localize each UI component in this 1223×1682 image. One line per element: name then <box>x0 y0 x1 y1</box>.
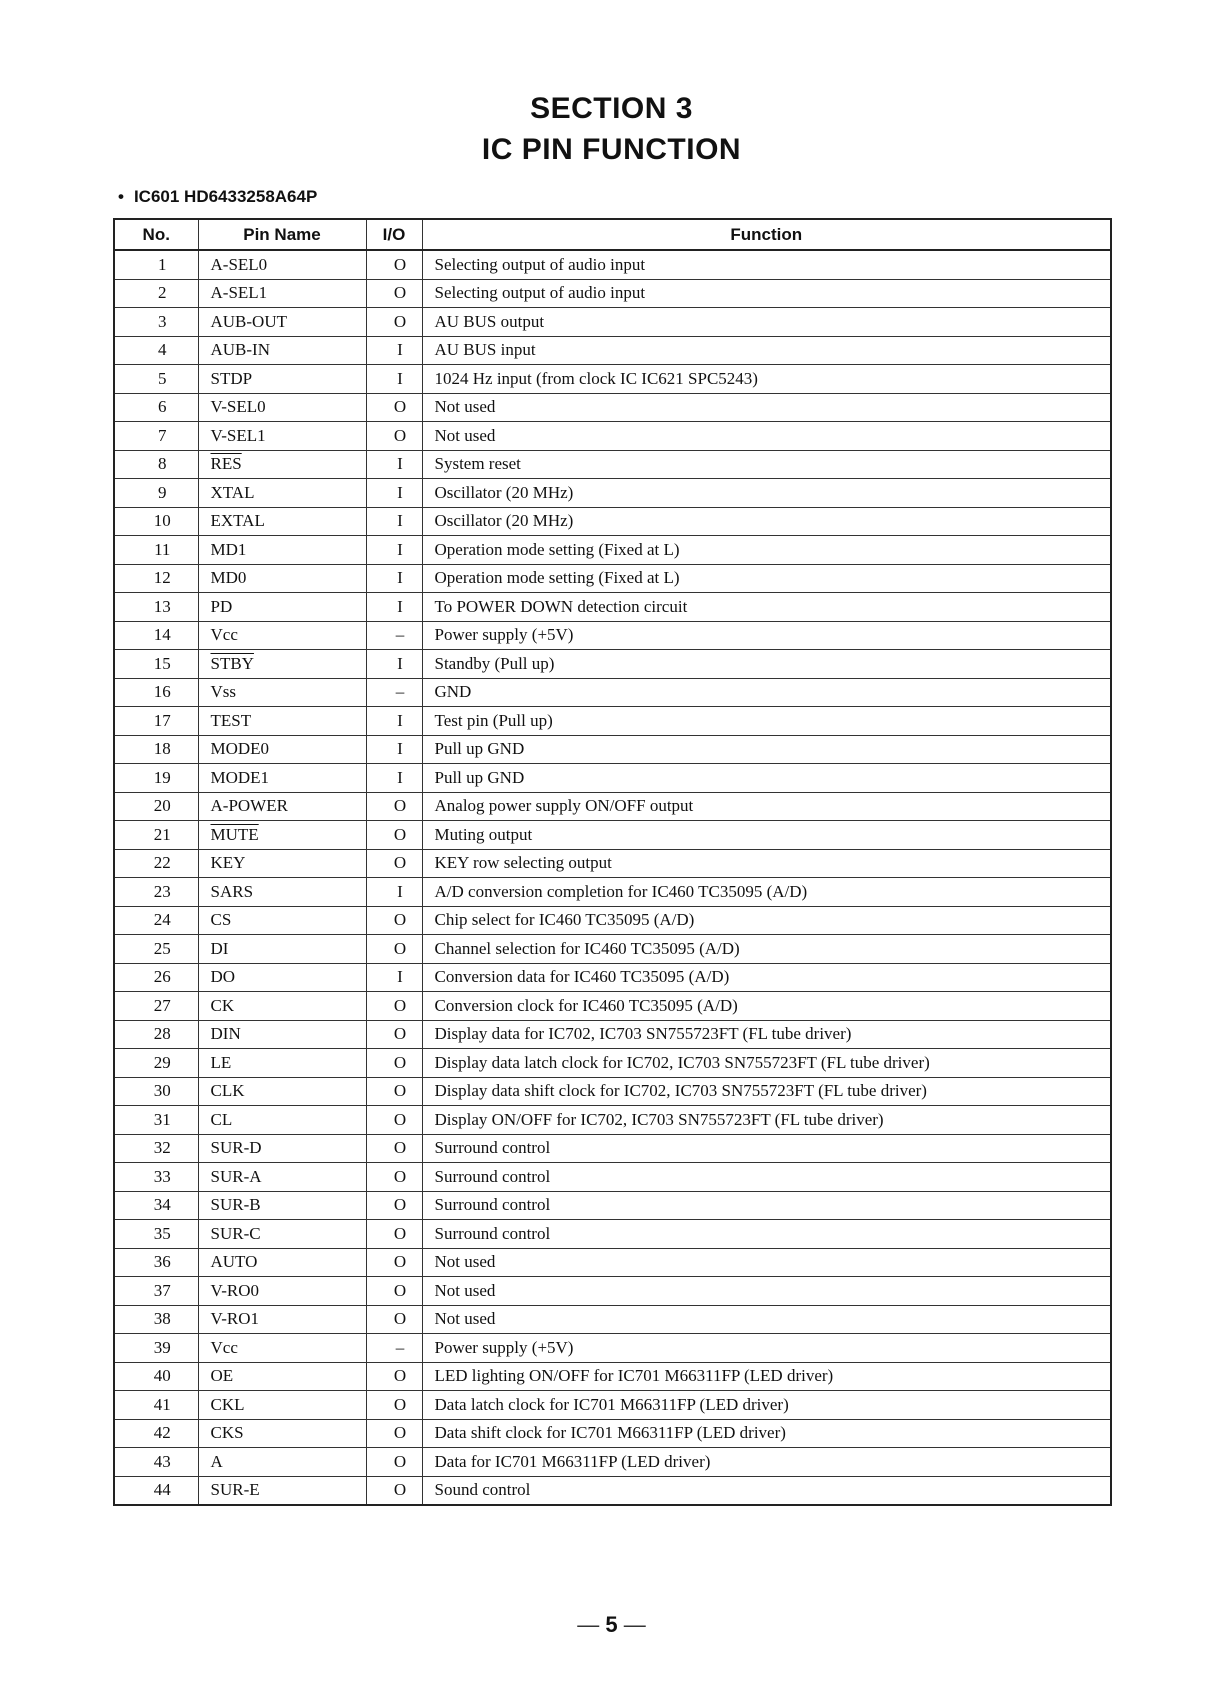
pin-number-cell: 6 <box>114 393 198 422</box>
pin-name-text: CKL <box>210 1394 245 1414</box>
pin-function-cell: Operation mode setting (Fixed at L) <box>422 564 1111 593</box>
pin-function-cell: Test pin (Pull up) <box>422 707 1111 736</box>
table-row <box>114 1049 1111 1078</box>
pin-io-cell: I <box>366 963 422 992</box>
pin-function-cell: Power supply (+5V) <box>422 621 1111 650</box>
page-number <box>0 1612 1223 1638</box>
table-row <box>114 308 1111 337</box>
pin-name-cell <box>198 621 366 650</box>
table-row <box>114 1106 1111 1135</box>
pin-io-cell: – <box>366 621 422 650</box>
table-row <box>114 536 1111 565</box>
pin-name-text: V-RO1 <box>210 1309 259 1329</box>
pin-name-cell <box>198 279 366 308</box>
table-row <box>114 1391 1111 1420</box>
pin-number-cell: 37 <box>114 1277 198 1306</box>
pin-function-cell: Not used <box>422 1277 1111 1306</box>
pin-number-cell: 5 <box>114 365 198 394</box>
pin-number-cell: 7 <box>114 422 198 451</box>
pin-number-cell: 17 <box>114 707 198 736</box>
pin-function-cell: Data shift clock for IC701 M66311FP (LED driver) <box>422 1419 1111 1448</box>
pin-name-text: DO <box>210 967 236 987</box>
pin-io-cell: I <box>366 507 422 536</box>
pin-name-text: V-SEL0 <box>210 397 266 417</box>
pin-name-cell <box>198 650 366 679</box>
table-row <box>114 393 1111 422</box>
pin-name-text: SUR-D <box>210 1138 262 1158</box>
pin-function-cell: 1024 Hz input (from clock IC IC621 SPC5243) <box>422 365 1111 394</box>
pin-name-cell <box>198 1134 366 1163</box>
table-row <box>114 1077 1111 1106</box>
pin-function-cell: Selecting output of audio input <box>422 250 1111 279</box>
pin-name-cell <box>198 1334 366 1363</box>
pin-name-cell <box>198 935 366 964</box>
pin-name-cell <box>198 1419 366 1448</box>
pin-function-cell: Display data for IC702, IC703 SN755723FT (FL tube driver) <box>422 1020 1111 1049</box>
pin-name-text: Vcc <box>210 1337 238 1357</box>
pin-number-cell: 25 <box>114 935 198 964</box>
pin-io-cell: I <box>366 735 422 764</box>
page-dash-right: — <box>623 1612 646 1637</box>
table-row <box>114 621 1111 650</box>
pin-name-cell <box>198 1248 366 1277</box>
table-row <box>114 906 1111 935</box>
pin-number-cell: 26 <box>114 963 198 992</box>
table-row <box>114 935 1111 964</box>
pin-name-cell <box>198 1448 366 1477</box>
pin-io-cell: – <box>366 1334 422 1363</box>
table-row <box>114 735 1111 764</box>
pin-name-cell <box>198 963 366 992</box>
pin-name-cell <box>198 849 366 878</box>
ic-part-number: IC601 HD6433258A64P <box>133 187 318 206</box>
pin-name-text: CS <box>210 910 232 930</box>
pin-io-cell: I <box>366 764 422 793</box>
pin-name-cell <box>198 336 366 365</box>
pin-io-cell: O <box>366 1020 422 1049</box>
pin-function-cell: Analog power supply ON/OFF output <box>422 792 1111 821</box>
pin-name-cell <box>198 1305 366 1334</box>
pin-io-cell: O <box>366 279 422 308</box>
pin-io-cell: O <box>366 1077 422 1106</box>
pin-number-cell: 24 <box>114 906 198 935</box>
table-row <box>114 1220 1111 1249</box>
pin-number-cell: 20 <box>114 792 198 821</box>
pin-function-cell: To POWER DOWN detection circuit <box>422 593 1111 622</box>
table-row <box>114 507 1111 536</box>
table-row <box>114 878 1111 907</box>
pin-name-text: MUTE <box>210 824 259 844</box>
table-body <box>114 250 1111 1505</box>
pin-io-cell: O <box>366 1419 422 1448</box>
pin-name-text: SUR-B <box>210 1195 261 1215</box>
pin-number-cell: 43 <box>114 1448 198 1477</box>
pin-function-cell: Display ON/OFF for IC702, IC703 SN755723FT (FL tube driver) <box>422 1106 1111 1135</box>
pin-function-cell: Display data shift clock for IC702, IC703 SN755723FT (FL tube driver) <box>422 1077 1111 1106</box>
pin-io-cell: I <box>366 536 422 565</box>
pin-name-cell <box>198 1163 366 1192</box>
pin-number-cell: 13 <box>114 593 198 622</box>
pin-function-cell: A/D conversion completion for IC460 TC35095 (A/D) <box>422 878 1111 907</box>
pin-io-cell: I <box>366 479 422 508</box>
page-title: IC PIN FUNCTION <box>481 133 742 166</box>
table-row <box>114 450 1111 479</box>
pin-name-text: AUB-OUT <box>210 311 287 331</box>
pin-function-cell: Surround control <box>422 1220 1111 1249</box>
pin-io-cell: O <box>366 1305 422 1334</box>
pin-name-text: SUR-C <box>210 1223 261 1243</box>
pin-number-cell: 16 <box>114 678 198 707</box>
pin-name-cell <box>198 593 366 622</box>
column-header-function: Function <box>422 219 1111 250</box>
pin-io-cell: O <box>366 849 422 878</box>
table-row <box>114 279 1111 308</box>
pin-name-cell <box>198 992 366 1021</box>
pin-name-cell <box>198 1220 366 1249</box>
pin-function-cell: Data for IC701 M66311FP (LED driver) <box>422 1448 1111 1477</box>
pin-number-cell: 31 <box>114 1106 198 1135</box>
pin-name-cell <box>198 878 366 907</box>
table-row <box>114 336 1111 365</box>
pin-function-cell: Not used <box>422 1305 1111 1334</box>
pin-name-text: MODE0 <box>210 739 270 759</box>
table-row <box>114 849 1111 878</box>
pin-name-cell <box>198 1277 366 1306</box>
bullet-icon: • <box>118 187 124 206</box>
table-row <box>114 1134 1111 1163</box>
pin-function-cell: Power supply (+5V) <box>422 1334 1111 1363</box>
pin-io-cell: O <box>366 1220 422 1249</box>
pin-name-cell <box>198 707 366 736</box>
pin-name-text: STDP <box>210 368 253 388</box>
pin-name-cell <box>198 250 366 279</box>
table-row <box>114 1020 1111 1049</box>
pin-io-cell: O <box>366 792 422 821</box>
pin-name-text: CL <box>210 1109 233 1129</box>
pin-name-text: CLK <box>210 1081 245 1101</box>
table-row <box>114 1163 1111 1192</box>
pin-io-cell: O <box>366 250 422 279</box>
pin-io-cell: O <box>366 1049 422 1078</box>
pin-name-cell <box>198 507 366 536</box>
pin-name-text: XTAL <box>210 482 255 502</box>
pin-number-cell: 18 <box>114 735 198 764</box>
pin-function-cell: Standby (Pull up) <box>422 650 1111 679</box>
pin-name-cell <box>198 792 366 821</box>
pin-io-cell: O <box>366 1391 422 1420</box>
table-row <box>114 1277 1111 1306</box>
pin-function-cell: Pull up GND <box>422 764 1111 793</box>
pin-name-cell <box>198 735 366 764</box>
pin-io-cell: O <box>366 1248 422 1277</box>
pin-io-cell: O <box>366 1191 422 1220</box>
pin-function-cell: Surround control <box>422 1163 1111 1192</box>
pin-name-text: SARS <box>210 881 254 901</box>
pin-name-text: MD1 <box>210 539 247 559</box>
table-row <box>114 1248 1111 1277</box>
pin-io-cell: I <box>366 593 422 622</box>
pin-name-text: A <box>210 1451 223 1471</box>
pin-function-table <box>113 218 1112 1506</box>
pin-number-cell: 1 <box>114 250 198 279</box>
pin-number-cell: 41 <box>114 1391 198 1420</box>
table-row <box>114 479 1111 508</box>
pin-name-text: EXTAL <box>210 511 265 531</box>
pin-name-text: V-SEL1 <box>210 425 266 445</box>
pin-function-cell: Pull up GND <box>422 735 1111 764</box>
page-dash-left: — <box>577 1612 600 1637</box>
pin-number-cell: 42 <box>114 1419 198 1448</box>
pin-name-text: A-POWER <box>210 796 288 816</box>
pin-name-cell <box>198 422 366 451</box>
table-row <box>114 250 1111 279</box>
pin-io-cell: O <box>366 1476 422 1505</box>
pin-function-cell: Not used <box>422 393 1111 422</box>
pin-number-cell: 28 <box>114 1020 198 1049</box>
table-row <box>114 1419 1111 1448</box>
table-row <box>114 678 1111 707</box>
pin-function-cell: Surround control <box>422 1134 1111 1163</box>
table-row <box>114 764 1111 793</box>
pin-number-cell: 44 <box>114 1476 198 1505</box>
table-row <box>114 1448 1111 1477</box>
pin-function-cell: Selecting output of audio input <box>422 279 1111 308</box>
pin-name-text: OE <box>210 1366 234 1386</box>
pin-name-text: TEST <box>210 710 252 730</box>
pin-io-cell: O <box>366 1163 422 1192</box>
table-row <box>114 792 1111 821</box>
pin-number-cell: 12 <box>114 564 198 593</box>
pin-name-text: AUTO <box>210 1252 258 1272</box>
pin-number-cell: 14 <box>114 621 198 650</box>
pin-name-text: SUR-A <box>210 1166 262 1186</box>
table-header-row <box>114 219 1111 250</box>
pin-name-cell <box>198 821 366 850</box>
pin-name-cell <box>198 1191 366 1220</box>
ic-subtitle <box>118 187 317 207</box>
pin-number-cell: 8 <box>114 450 198 479</box>
pin-function-cell: Conversion data for IC460 TC35095 (A/D) <box>422 963 1111 992</box>
pin-name-text: LE <box>210 1052 232 1072</box>
pin-function-cell: Conversion clock for IC460 TC35095 (A/D) <box>422 992 1111 1021</box>
pin-name-cell <box>198 393 366 422</box>
pin-name-cell <box>198 308 366 337</box>
pin-name-text: SUR-E <box>210 1480 260 1500</box>
pin-number-cell: 9 <box>114 479 198 508</box>
table-row <box>114 1476 1111 1505</box>
pin-name-text: A-SEL1 <box>210 283 268 303</box>
pin-io-cell: O <box>366 1277 422 1306</box>
pin-name-text: STBY <box>210 653 254 673</box>
page-number-value: 5 <box>605 1612 618 1637</box>
pin-name-text: CKS <box>210 1423 244 1443</box>
pin-io-cell: I <box>366 878 422 907</box>
pin-number-cell: 34 <box>114 1191 198 1220</box>
pin-number-cell: 10 <box>114 507 198 536</box>
pin-function-cell: Sound control <box>422 1476 1111 1505</box>
pin-name-cell <box>198 1077 366 1106</box>
pin-function-cell: KEY row selecting output <box>422 849 1111 878</box>
pin-name-cell <box>198 906 366 935</box>
pin-name-cell <box>198 536 366 565</box>
section-title: SECTION 3 <box>530 92 693 125</box>
pin-name-text: V-RO0 <box>210 1280 259 1300</box>
pin-name-cell <box>198 1020 366 1049</box>
table-row <box>114 365 1111 394</box>
pin-io-cell: O <box>366 906 422 935</box>
pin-io-cell: O <box>366 1448 422 1477</box>
table-row <box>114 821 1111 850</box>
pin-name-cell <box>198 450 366 479</box>
pin-name-cell <box>198 1049 366 1078</box>
pin-number-cell: 29 <box>114 1049 198 1078</box>
table-row <box>114 593 1111 622</box>
pin-io-cell: O <box>366 992 422 1021</box>
pin-name-cell <box>198 1106 366 1135</box>
pin-function-cell: System reset <box>422 450 1111 479</box>
pin-function-cell: AU BUS output <box>422 308 1111 337</box>
pin-io-cell: O <box>366 422 422 451</box>
pin-number-cell: 19 <box>114 764 198 793</box>
pin-io-cell: I <box>366 564 422 593</box>
table-row <box>114 707 1111 736</box>
pin-number-cell: 36 <box>114 1248 198 1277</box>
pin-io-cell: O <box>366 308 422 337</box>
pin-name-text: MODE1 <box>210 767 270 787</box>
pin-number-cell: 15 <box>114 650 198 679</box>
pin-name-cell <box>198 479 366 508</box>
pin-number-cell: 11 <box>114 536 198 565</box>
pin-function-cell: Operation mode setting (Fixed at L) <box>422 536 1111 565</box>
table-row <box>114 564 1111 593</box>
pin-name-text: DIN <box>210 1024 241 1044</box>
pin-io-cell: I <box>366 650 422 679</box>
table-row <box>114 1305 1111 1334</box>
pin-function-cell: Oscillator (20 MHz) <box>422 479 1111 508</box>
pin-io-cell: O <box>366 1134 422 1163</box>
pin-name-text: DI <box>210 938 229 958</box>
pin-function-cell: Chip select for IC460 TC35095 (A/D) <box>422 906 1111 935</box>
pin-function-cell: Surround control <box>422 1191 1111 1220</box>
table-row <box>114 422 1111 451</box>
pin-name-text: MD0 <box>210 568 247 588</box>
pin-io-cell: – <box>366 678 422 707</box>
pin-name-cell <box>198 365 366 394</box>
pin-io-cell: O <box>366 821 422 850</box>
column-header-pin-name: Pin Name <box>198 219 366 250</box>
pin-number-cell: 33 <box>114 1163 198 1192</box>
pin-function-cell: Not used <box>422 1248 1111 1277</box>
pin-number-cell: 21 <box>114 821 198 850</box>
pin-function-cell: Not used <box>422 422 1111 451</box>
pin-number-cell: 35 <box>114 1220 198 1249</box>
pin-name-cell <box>198 678 366 707</box>
pin-number-cell: 27 <box>114 992 198 1021</box>
pin-number-cell: 4 <box>114 336 198 365</box>
pin-number-cell: 32 <box>114 1134 198 1163</box>
pin-io-cell: O <box>366 935 422 964</box>
pin-number-cell: 30 <box>114 1077 198 1106</box>
pin-io-cell: I <box>366 707 422 736</box>
pin-name-text: KEY <box>210 853 246 873</box>
pin-number-cell: 39 <box>114 1334 198 1363</box>
pin-name-cell <box>198 764 366 793</box>
pin-name-text: AUB-IN <box>210 340 270 360</box>
pin-function-cell: AU BUS input <box>422 336 1111 365</box>
table-row <box>114 1334 1111 1363</box>
pin-io-cell: O <box>366 1106 422 1135</box>
pin-number-cell: 23 <box>114 878 198 907</box>
pin-number-cell: 22 <box>114 849 198 878</box>
column-header-no: No. <box>114 219 198 250</box>
table-row <box>114 1362 1111 1391</box>
pin-io-cell: O <box>366 1362 422 1391</box>
pin-io-cell: I <box>366 450 422 479</box>
pin-number-cell: 2 <box>114 279 198 308</box>
pin-number-cell: 3 <box>114 308 198 337</box>
pin-name-cell <box>198 1391 366 1420</box>
table-row <box>114 963 1111 992</box>
table-row <box>114 992 1111 1021</box>
pin-io-cell: I <box>366 365 422 394</box>
pin-number-cell: 38 <box>114 1305 198 1334</box>
pin-name-text: A-SEL0 <box>210 254 268 274</box>
pin-function-cell: Data latch clock for IC701 M66311FP (LED driver) <box>422 1391 1111 1420</box>
pin-io-cell: I <box>366 336 422 365</box>
pin-name-cell <box>198 1476 366 1505</box>
pin-io-cell: O <box>366 393 422 422</box>
column-header-io: I/O <box>366 219 422 250</box>
pin-name-text: $\overline{RES}$ <box>210 454 242 474</box>
pin-name-cell <box>198 564 366 593</box>
pin-function-cell: Display data latch clock for IC702, IC703 SN755723FT (FL tube driver) <box>422 1049 1111 1078</box>
pin-name-text: Vcc <box>210 625 238 645</box>
pin-name-cell <box>198 1362 366 1391</box>
pin-function-cell: Oscillator (20 MHz) <box>422 507 1111 536</box>
pin-function-cell: LED lighting ON/OFF for IC701 M66311FP (LED driver) <box>422 1362 1111 1391</box>
pin-number-cell: 40 <box>114 1362 198 1391</box>
pin-function-cell: Channel selection for IC460 TC35095 (A/D) <box>422 935 1111 964</box>
pin-function-cell: GND <box>422 678 1111 707</box>
table-row <box>114 1191 1111 1220</box>
pin-name-text: Vss <box>210 682 237 702</box>
table-row <box>114 650 1111 679</box>
pin-name-text: PD <box>210 596 233 616</box>
pin-function-cell: Muting output <box>422 821 1111 850</box>
pin-name-text: CK <box>210 995 235 1015</box>
